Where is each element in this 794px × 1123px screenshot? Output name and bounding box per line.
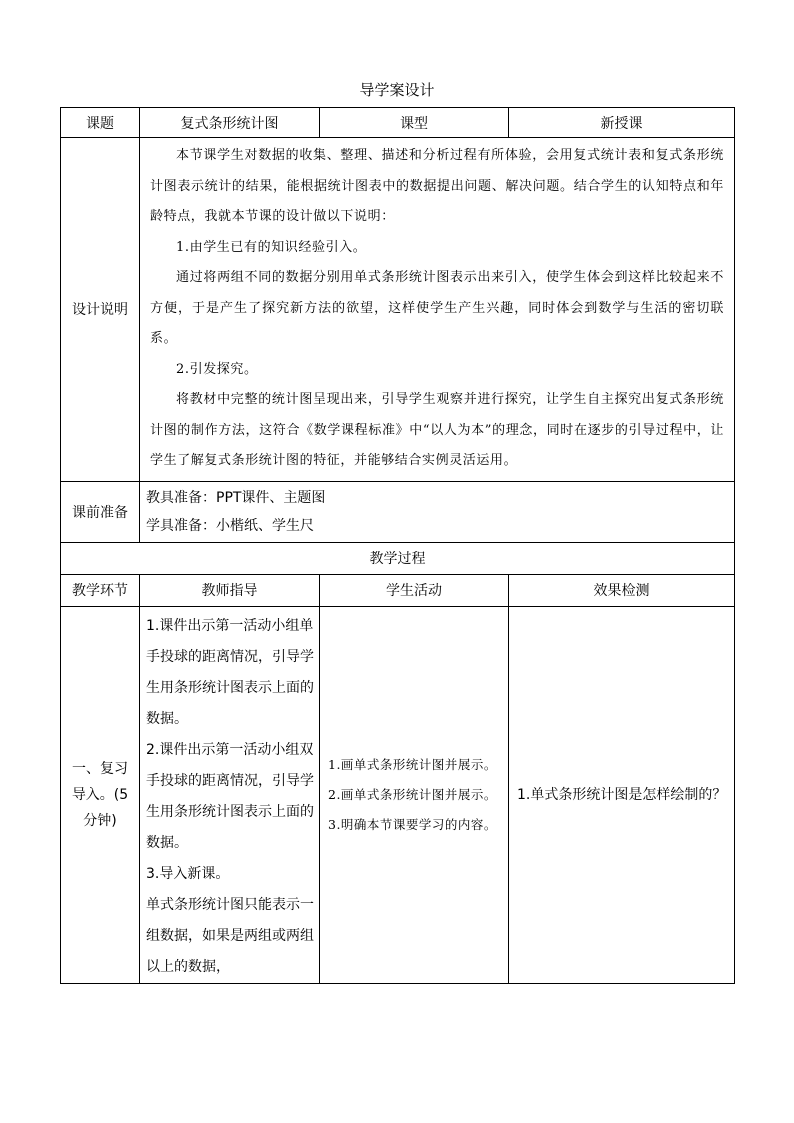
teacher-step: 1.课件出示第一活动小组单手投球的距离情况，引导学生用条形统计图表示上面的数据。 <box>146 617 314 727</box>
type-value: 新授课 <box>509 108 735 138</box>
student-step: 2.画单式条形统计图并展示。 <box>328 786 497 802</box>
student-activity-cell <box>320 606 509 983</box>
prep-line: 教具准备：PPT课件、主题图 <box>146 489 326 506</box>
design-paragraph: 通过将两组不同的数据分别用单式条形统计图表示出来引入，使学生体会到这样比较起来不方便，于是产生了探究新方法的欲望，这样使学生产生兴趣，同时体会到数学与生活的密切联系。 <box>150 270 724 346</box>
column-header-stage: 教学环节 <box>61 574 140 606</box>
prep-content <box>140 481 735 542</box>
topic-label: 课题 <box>61 108 140 138</box>
teacher-step: 单式条形统计图只能表示一组数据，如果是两组或两组以上的数据， <box>146 896 314 975</box>
process-column-header-row <box>61 574 735 606</box>
teacher-step: 3.导入新课。 <box>146 865 230 882</box>
column-header-teacher: 教师指导 <box>140 574 320 606</box>
effect-check-cell: 1.单式条形统计图是怎样绘制的？ <box>509 606 735 983</box>
design-notes <box>140 138 735 482</box>
stage-cell: 一、复习导入。(5分钟) <box>61 606 140 983</box>
document-title: 导学案设计 <box>359 81 435 99</box>
header-row <box>61 108 735 138</box>
process-title-row <box>61 542 735 574</box>
design-paragraph: 1.由学生已有的知识经验引入。 <box>176 239 367 255</box>
prep-line: 学具准备：小楷纸、学生尺 <box>146 517 314 534</box>
design-paragraph: 本节课学生对数据的收集、整理、描述和分析过程有所体验，会用复式统计表和复式条形统计图表示统计的结果，能根据统计图表中的数据提出问题、解决问题。结合学生的认知特点和年龄特点，我就本节课的设计做以下说明： <box>150 148 724 224</box>
process-row <box>61 606 735 983</box>
teacher-step: 2.课件出示第一活动小组双手投球的距离情况，引导学生用条形统计图表示上面的数据。 <box>146 741 314 851</box>
prep-row <box>61 481 735 542</box>
design-paragraph: 2.引发探究。 <box>176 361 258 377</box>
teacher-guidance-cell <box>140 606 320 983</box>
process-title: 教学过程 <box>61 542 735 574</box>
topic-value: 复式条形统计图 <box>140 108 320 138</box>
type-label: 课型 <box>320 108 509 138</box>
prep-label: 课前准备 <box>61 481 140 542</box>
column-header-effect: 效果检测 <box>509 574 735 606</box>
student-step: 3.明确本节课要学习的内容。 <box>328 816 497 832</box>
design-row <box>61 138 735 482</box>
column-header-student: 学生活动 <box>320 574 509 606</box>
student-step: 1.画单式条形统计图并展示。 <box>328 756 497 772</box>
lesson-plan-table <box>60 107 735 984</box>
design-paragraph: 将教材中完整的统计图呈现出来，引导学生观察并进行探究，让学生自主探究出复式条形统计图的制作方法，这符合《数学课程标准》中“以人为本”的理念，同时在逐步的引导过程中，让学生了解复式条形统计图的特征，并能够结合实例灵活运用。 <box>150 392 724 468</box>
design-label: 设计说明 <box>61 138 140 482</box>
